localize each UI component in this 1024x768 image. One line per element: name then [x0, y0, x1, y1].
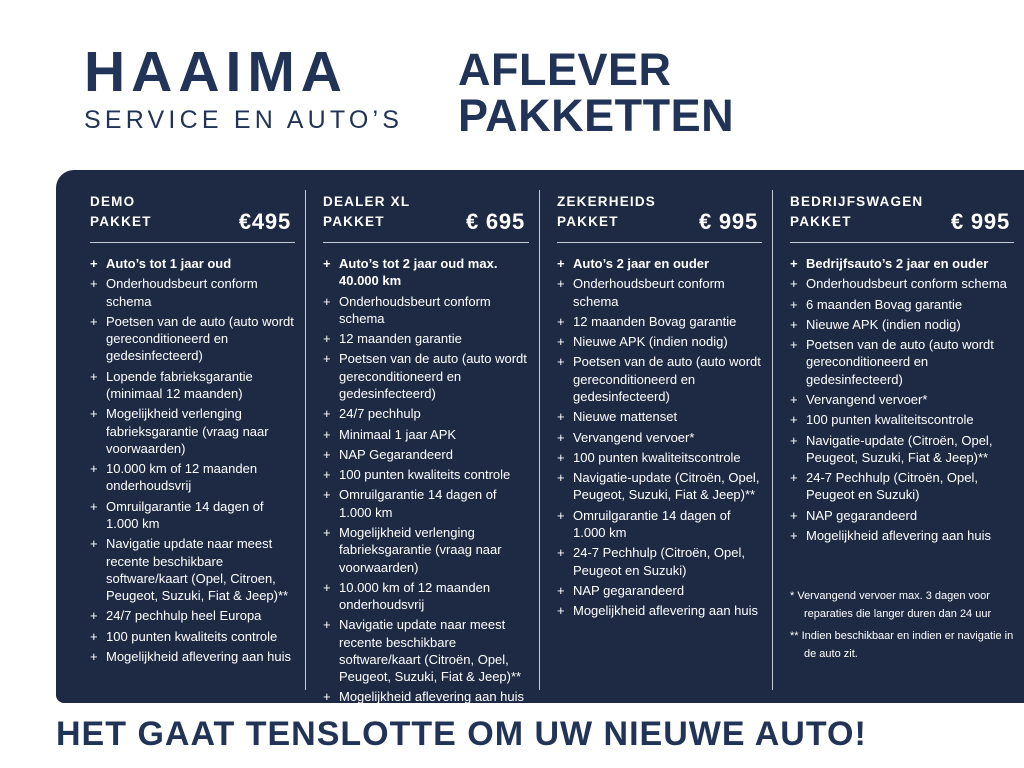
- package-price: € 995: [950, 209, 1010, 234]
- package-item-list: [557, 255, 762, 619]
- package-item-list: [323, 255, 529, 706]
- package-price: € 995: [698, 209, 758, 234]
- package-name-line2: PAKKET: [90, 213, 152, 229]
- header-rule: [323, 242, 529, 243]
- package-item: + Mogelijkheid aflevering aan huis: [90, 648, 295, 665]
- package-item: + Navigatie update naar meest recente beschikbare software/kaart (Citroën, Opel, Peugeot, Suzuki, Fiat & Jeep)**: [323, 616, 529, 685]
- package-item: + Onderhoudsbeurt conform schema: [323, 293, 529, 328]
- package-item: + 12 maanden garantie: [323, 330, 529, 347]
- package-item: + Omruilgarantie 14 dagen of 1.000 km: [557, 507, 762, 542]
- package-item: + 10.000 km of 12 maanden onderhoudsvrij: [323, 579, 529, 614]
- footnote-single-asterisk: * Vervangend vervoer max. 3 dagen voor reparaties die langer duren dan 24 uur: [790, 590, 992, 620]
- package-item: + Navigatie-update (Citroën, Opel, Peugeot, Suzuki, Fiat & Jeep)**: [790, 432, 1014, 467]
- package-header: [790, 192, 1014, 234]
- package-item: + Nieuwe APK (indien nodig): [557, 333, 762, 350]
- tagline: HET GAAT TENSLOTTE OM UW NIEUWE AUTO!: [56, 715, 867, 753]
- package-item: + Navigatie update naar meest recente beschikbare software/kaart (Opel, Citroen, Peugeot, Suzuki, Fiat & Jeep)**: [90, 535, 295, 604]
- page-title-line1: AFLEVER: [458, 44, 672, 95]
- package-item: + Poetsen van de auto (auto wordt gereconditioneerd en gedesinfecteerd): [323, 350, 529, 402]
- package-item: + Lopende fabrieksgarantie (minimaal 12 maanden): [90, 368, 295, 403]
- page-title: [458, 44, 735, 142]
- header-rule: [790, 242, 1014, 243]
- package-item: + 100 punten kwaliteitscontrole: [557, 449, 762, 466]
- package-item: + 10.000 km of 12 maanden onderhoudsvrij: [90, 460, 295, 495]
- package-item: + Mogelijkheid aflevering aan huis: [323, 688, 529, 705]
- package-item: + Auto’s tot 1 jaar oud: [90, 255, 295, 272]
- package-item: + Bedrijfsauto’s 2 jaar en ouder: [790, 255, 1014, 272]
- package-item: + Navigatie-update (Citroën, Opel, Peugeot, Suzuki, Fiat & Jeep)**: [557, 469, 762, 504]
- package-header: [90, 192, 295, 234]
- package-item: + 24-7 Pechhulp (Citroën, Opel, Peugeot en Suzuki): [790, 469, 1014, 504]
- package-item: + Nieuwe APK (indien nodig): [790, 316, 1014, 333]
- package-column-bedrijfswagen: [773, 190, 1024, 690]
- package-name-line1: DEALER XL: [323, 194, 411, 209]
- package-item: + Omruilgarantie 14 dagen of 1.000 km: [323, 486, 529, 521]
- package-item: + Minimaal 1 jaar APK: [323, 426, 529, 443]
- package-item: + Omruilgarantie 14 dagen of 1.000 km: [90, 498, 295, 533]
- package-name-line1: DEMO: [90, 194, 136, 209]
- page-title-line2: PAKKETTEN: [458, 90, 735, 142]
- footnote-double-asterisk: ** Indien beschikbaar en indien er navigatie in de auto zit.: [790, 630, 1014, 660]
- package-item: + NAP gegarandeerd: [557, 582, 762, 599]
- brand-subtitle: SERVICE EN AUTO’S: [84, 106, 404, 134]
- package-item: + 100 punten kwaliteitscontrole: [790, 411, 1014, 428]
- package-item: + Vervangend vervoer*: [790, 391, 1014, 408]
- package-item: + 24/7 pechhulp: [323, 405, 529, 422]
- package-item: + 6 maanden Bovag garantie: [790, 296, 1014, 313]
- package-column-demo: [56, 190, 306, 690]
- package-item: + 100 punten kwaliteits controle: [90, 628, 295, 645]
- package-name-line1: BEDRIJFSWAGEN: [790, 194, 924, 209]
- package-column-dealer-xl: [306, 190, 540, 705]
- header-rule: [557, 242, 762, 243]
- package-name-line2: PAKKET: [790, 213, 852, 229]
- packages-panel: [56, 170, 1024, 703]
- package-item: + Mogelijkheid verlenging fabrieksgarantie (vraag naar voorwaarden): [323, 524, 529, 576]
- package-item: + Mogelijkheid aflevering aan huis: [557, 602, 762, 619]
- package-item: + Onderhoudsbeurt conform schema: [90, 275, 295, 310]
- package-price: € 695: [465, 209, 525, 234]
- package-item-list: [90, 255, 295, 665]
- package-column-zekerheids: [540, 190, 773, 690]
- package-item: + Onderhoudsbeurt conform schema: [790, 275, 1014, 292]
- package-item: + Poetsen van de auto (auto wordt gereconditioneerd en gedesinfecteerd): [557, 353, 762, 405]
- package-item: + 24-7 Pechhulp (Citroën, Opel, Peugeot en Suzuki): [557, 544, 762, 579]
- package-name-line2: PAKKET: [557, 213, 619, 229]
- package-item: + 12 maanden Bovag garantie: [557, 313, 762, 330]
- package-item: + NAP gegarandeerd: [790, 507, 1014, 524]
- brand-logo: [84, 40, 404, 135]
- package-item: + Poetsen van de auto (auto wordt gereconditioneerd en gedesinfecteerd): [790, 336, 1014, 388]
- package-item: + NAP Gegarandeerd: [323, 446, 529, 463]
- package-item-list: [790, 255, 1014, 544]
- package-item: + Nieuwe mattenset: [557, 408, 762, 425]
- package-item: + Mogelijkheid verlenging fabrieksgarantie (vraag naar voorwaarden): [90, 405, 295, 457]
- package-item: + Vervangend vervoer*: [557, 429, 762, 446]
- package-name-line1: ZEKERHEIDS: [557, 194, 657, 209]
- package-item: + Auto’s tot 2 jaar oud max. 40.000 km: [323, 255, 529, 290]
- package-item: + Poetsen van de auto (auto wordt gereconditioneerd en gedesinfecteerd): [90, 313, 295, 365]
- package-item: + 100 punten kwaliteits controle: [323, 466, 529, 483]
- package-item: + Mogelijkheid aflevering aan huis: [790, 527, 1014, 544]
- package-item: + Auto’s 2 jaar en ouder: [557, 255, 762, 272]
- package-item: + 24/7 pechhulp heel Europa: [90, 607, 295, 624]
- footnotes: [790, 588, 1014, 663]
- package-header: [323, 192, 529, 234]
- package-header: [557, 192, 762, 234]
- header-rule: [90, 242, 295, 243]
- brand-title: HAAIMA: [84, 40, 348, 104]
- package-name-line2: PAKKET: [323, 213, 385, 229]
- package-item: + Onderhoudsbeurt conform schema: [557, 275, 762, 310]
- package-price: €495: [238, 209, 291, 234]
